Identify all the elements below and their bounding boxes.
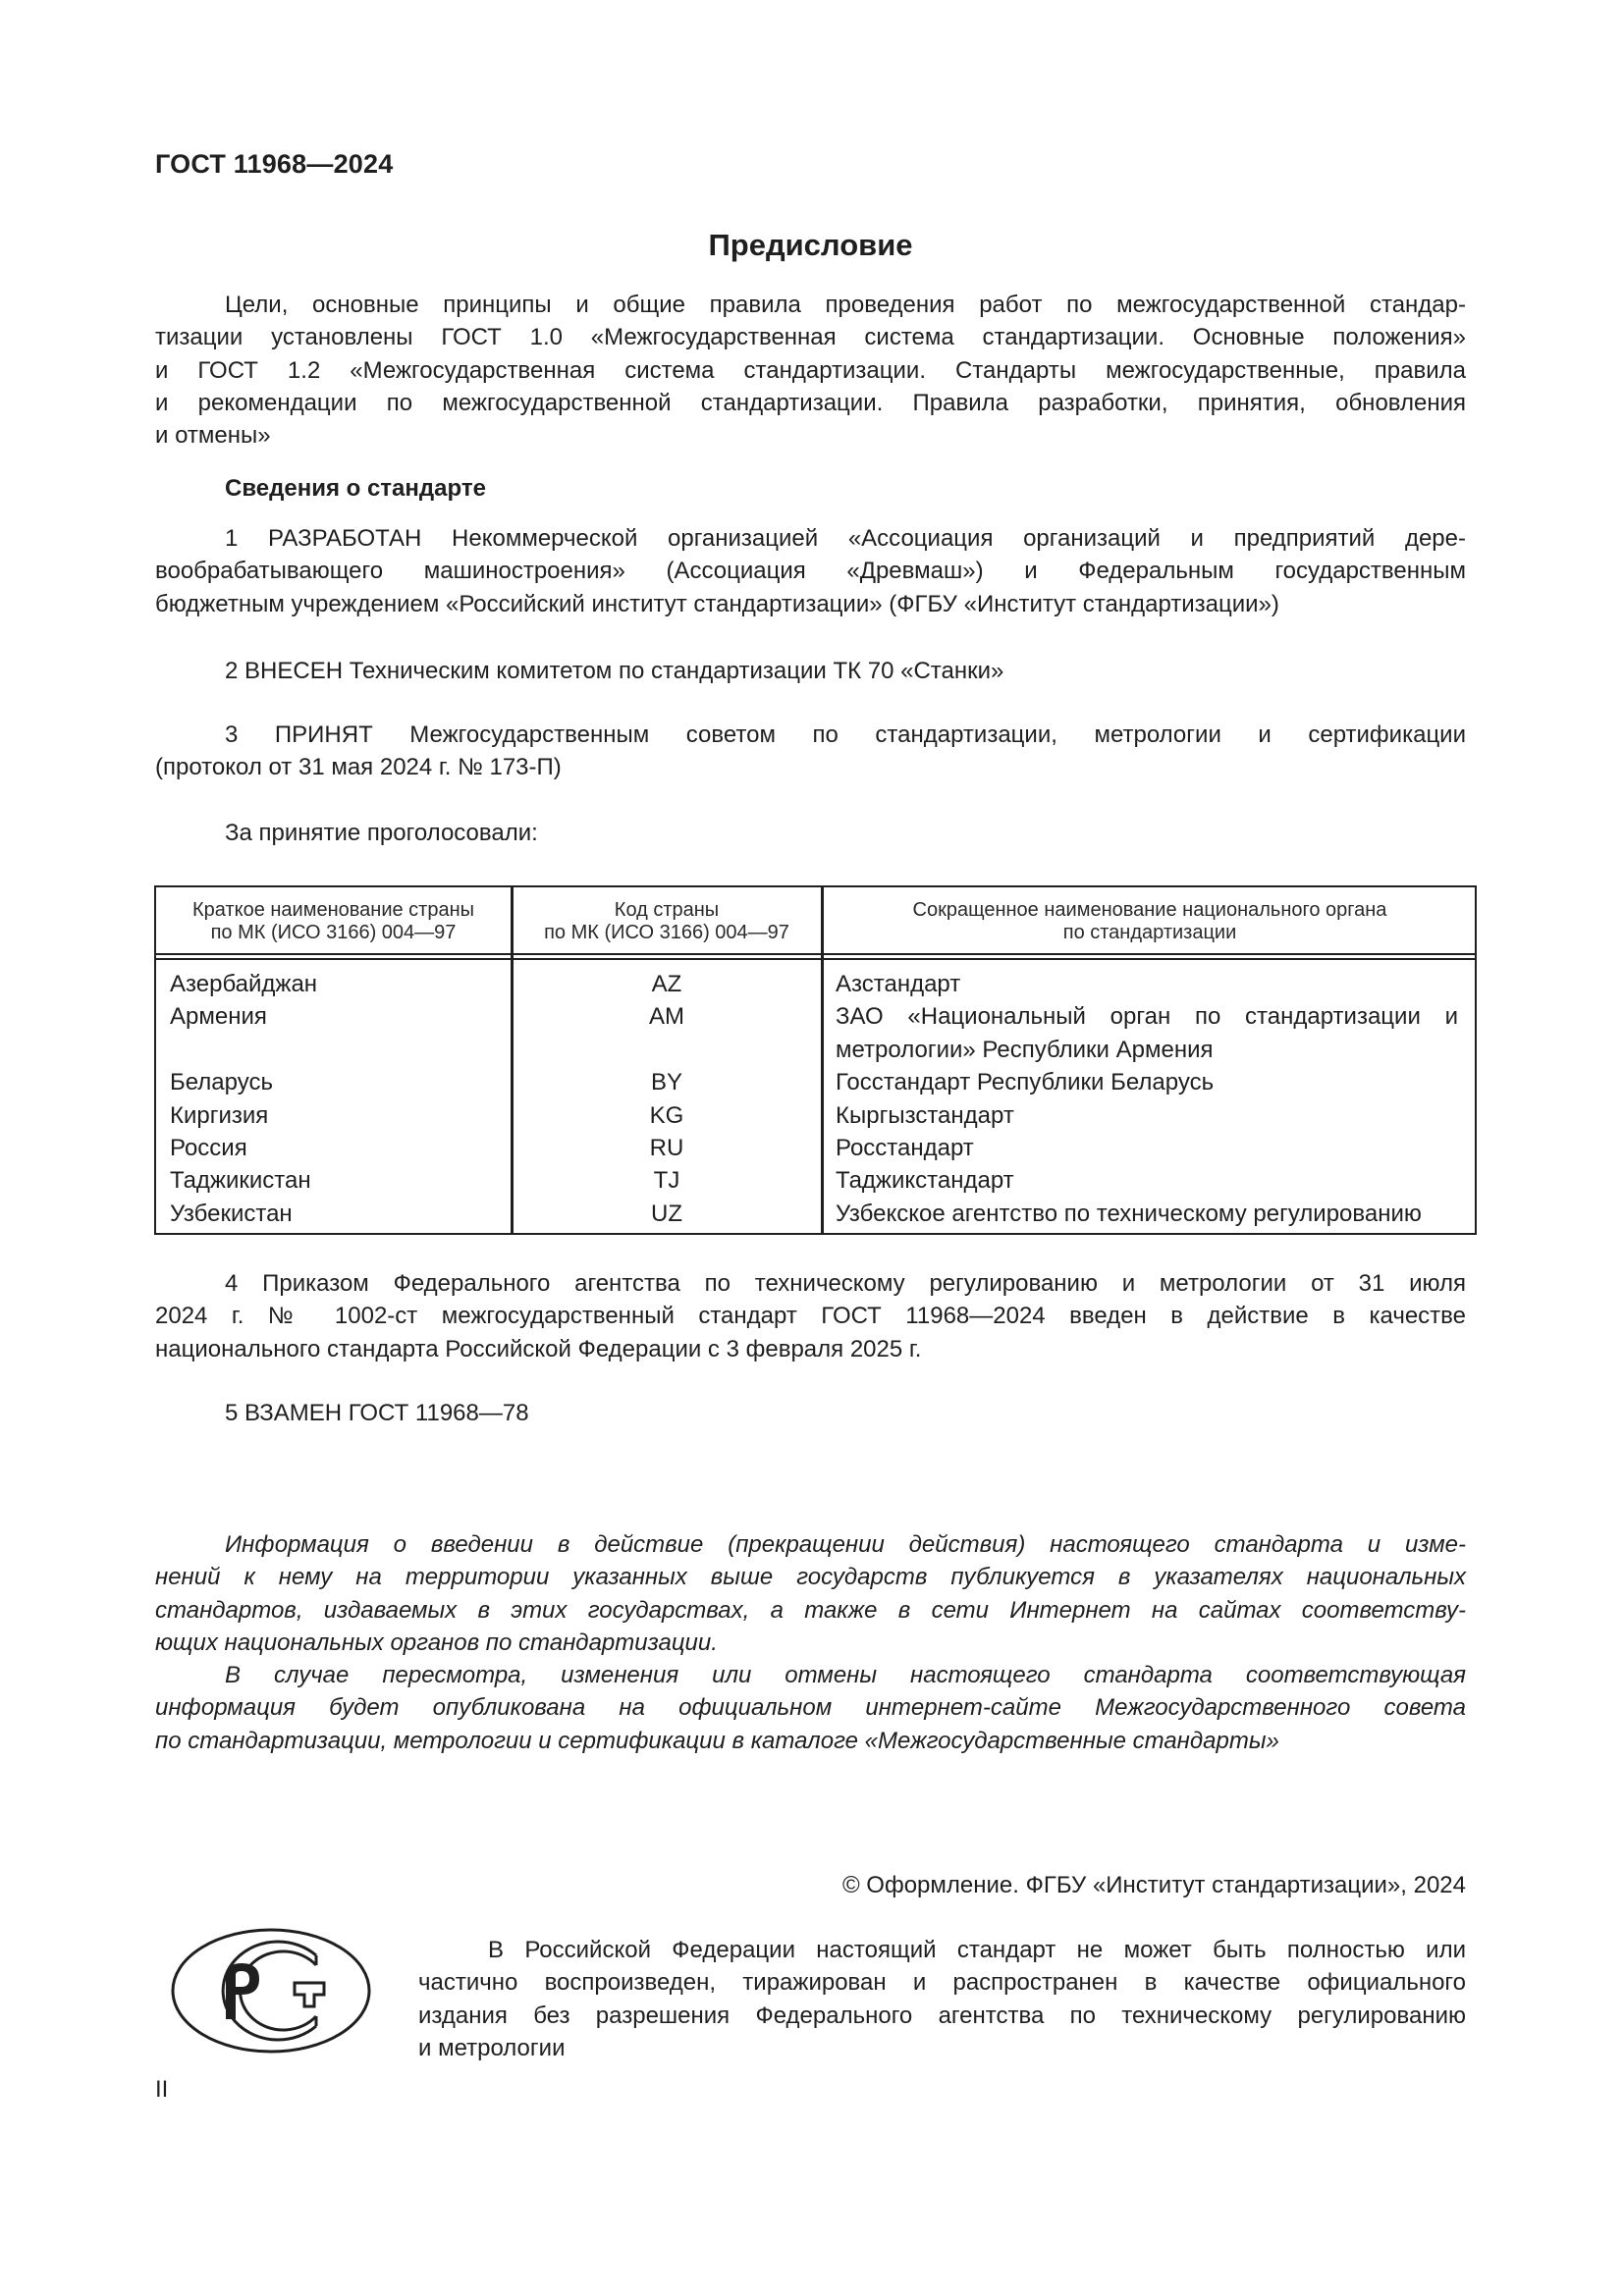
table-cell-code: TJ xyxy=(653,1167,680,1195)
item-line: 2024 г. № 1002-ст межгосударственный стандарт ГОСТ 11968—2024 введен в действие в качестве xyxy=(155,1303,1466,1330)
document-code: ГОСТ 11968—2024 xyxy=(155,149,394,179)
body-column xyxy=(836,968,1458,1230)
header-line: по МК (ИСО 3166) 004—97 xyxy=(544,922,789,943)
publication-notice xyxy=(155,1528,1466,1757)
voted-label xyxy=(155,817,1466,849)
intro-line: тизации установлены ГОСТ 1.0 «Межгосударственная система стандартизации. Основные положения» xyxy=(155,324,1466,351)
intro-line: и отмены» xyxy=(155,422,271,450)
table-cell-country: Узбекистан xyxy=(170,1200,293,1227)
table-cell-body: Азстандарт xyxy=(836,971,961,997)
intro-paragraph xyxy=(155,289,1466,452)
table-cell-body: Росстандарт xyxy=(836,1135,974,1162)
item-line: (протокол от 31 мая 2024 г. № 173-П) xyxy=(155,754,562,781)
rights-line: издания без разрешения Федерального агентства по техническому регулированию xyxy=(418,2002,1466,2029)
header-line: Краткое наименование страны xyxy=(191,899,475,921)
table-header-body xyxy=(824,899,1476,944)
table-cell-country: Беларусь xyxy=(170,1069,273,1096)
table-cell-body: ЗАО «Национальный орган по стандартизации и xyxy=(836,1003,1458,1031)
reproduction-rights xyxy=(418,1934,1466,2064)
notice-line: В случае пересмотра, изменения или отмены настоящего стандарта соответствующая xyxy=(225,1662,1466,1689)
country-column xyxy=(170,968,504,1230)
item-line: 2 ВНЕСЕН Техническим комитетом по стандартизации ТК 70 «Станки» xyxy=(225,658,1004,684)
item-line: 4 Приказом Федерального агентства по техническому регулированию и метрологии от 31 июля xyxy=(225,1270,1466,1297)
rights-line: частично воспроизведен, тиражирован и распространен в качестве официального xyxy=(418,1969,1466,1997)
item-line: 3 ПРИНЯТ Межгосударственным советом по стандартизации, метрологии и сертификации xyxy=(225,721,1466,748)
header-line: Сокращенное наименование национального органа xyxy=(912,899,1387,921)
table-header-rule xyxy=(156,953,1475,955)
table-cell-code: BY xyxy=(650,1069,682,1096)
table-cell-body: Узбекское агентство по техническому регулированию xyxy=(836,1200,1422,1227)
item-line: вообрабатывающего машиностроения» (Ассоциация «Древмаш») и Федеральным государственным xyxy=(155,558,1466,585)
voting-table xyxy=(154,885,1477,1235)
notice-line: Информация о введении в действие (прекращении действия) настоящего стандарта и изме- xyxy=(225,1531,1466,1558)
item-1-developed xyxy=(155,522,1466,620)
table-cell-code: RU xyxy=(649,1135,684,1162)
section-heading: Сведения о стандарте xyxy=(225,475,486,502)
rights-line: В Российской Федерации настоящий стандарт не может быть полностью или xyxy=(488,1937,1466,1963)
code-column xyxy=(513,968,821,1230)
table-cell-body: Кыргызстандарт xyxy=(836,1101,1014,1129)
header-line: Код страны xyxy=(614,899,720,921)
table-cell-country: Россия xyxy=(170,1135,247,1162)
header-line: по МК (ИСО 3166) 004—97 xyxy=(210,922,457,943)
notice-line: стандартов, издаваемых в этих государствах, а также в сети Интернет на сайтах соответству- xyxy=(155,1596,1466,1624)
item-5-replaces xyxy=(155,1397,1466,1429)
table-cell-country: Азербайджан xyxy=(170,971,318,997)
page-title: Предисловие xyxy=(708,228,913,262)
table-cell-spacer xyxy=(170,1034,504,1066)
item-3-adopted xyxy=(155,719,1466,784)
table-cell-body: метрологии» Республики Армения xyxy=(836,1036,1214,1063)
table-header-country xyxy=(156,899,511,944)
voted-label-text: За принятие проголосовали: xyxy=(225,820,538,846)
table-cell-country: Киргизия xyxy=(170,1101,269,1129)
item-line: национального стандарта Российской Федерации с 3 февраля 2025 г. xyxy=(155,1335,922,1362)
copyright-notice: © Оформление. ФГБУ «Институт стандартизации», 2024 xyxy=(841,1872,1466,1898)
table-cell-code: AM xyxy=(649,1003,684,1031)
item-line: 5 ВЗАМЕН ГОСТ 11968—78 xyxy=(225,1400,529,1426)
notice-line: по стандартизации, метрологии и сертификации в каталоге «Межгосударственные стандарты» xyxy=(155,1727,1279,1754)
table-cell-code: UZ xyxy=(651,1200,682,1227)
rights-line: и метрологии xyxy=(418,2034,566,2061)
table-cell-spacer xyxy=(513,1034,821,1066)
table-cell-country: Армения xyxy=(170,1003,267,1031)
table-cell-body: Госстандарт Республики Беларусь xyxy=(836,1069,1215,1096)
item-line: 1 РАЗРАБОТАН Некоммерческой организацией «Ассоциация организаций и предприятий дере- xyxy=(225,525,1466,552)
header-line: по стандартизации xyxy=(1062,922,1237,943)
table-cell-country: Таджикистан xyxy=(170,1167,311,1195)
notice-line: ющих национальных органов по стандартизации. xyxy=(155,1629,718,1656)
intro-line: и рекомендации по межгосударственной стандартизации. Правила разработки, принятия, обновления xyxy=(155,389,1466,416)
item-4-enacted xyxy=(155,1267,1466,1365)
item-2-submitted xyxy=(155,655,1466,687)
item-line: бюджетным учреждением «Российский институт стандартизации» (ФГБУ «Институт стандартизации») xyxy=(155,590,1279,617)
notice-line: информация будет опубликована на официальном интернет-сайте Межгосударственного совета xyxy=(155,1694,1466,1722)
table-cell-code: KG xyxy=(649,1101,684,1129)
notice-line: нений к нему на территории указанных выше государств публикуется в указателях национальных xyxy=(155,1564,1466,1591)
intro-line: Цели, основные принципы и общие правила проведения работ по межгосударственной стандар- xyxy=(225,292,1466,318)
intro-line: и ГОСТ 1.2 «Межгосударственная система стандартизации. Стандарты межгосударственные, правила xyxy=(155,356,1466,384)
table-cell-code: AZ xyxy=(651,971,682,997)
table-header-rule xyxy=(156,958,1475,960)
page-number: II xyxy=(155,2076,169,2103)
table-header-code xyxy=(513,899,821,944)
gost-r-logo-icon xyxy=(169,1926,373,2056)
table-cell-body: Таджикстандарт xyxy=(836,1167,1014,1195)
